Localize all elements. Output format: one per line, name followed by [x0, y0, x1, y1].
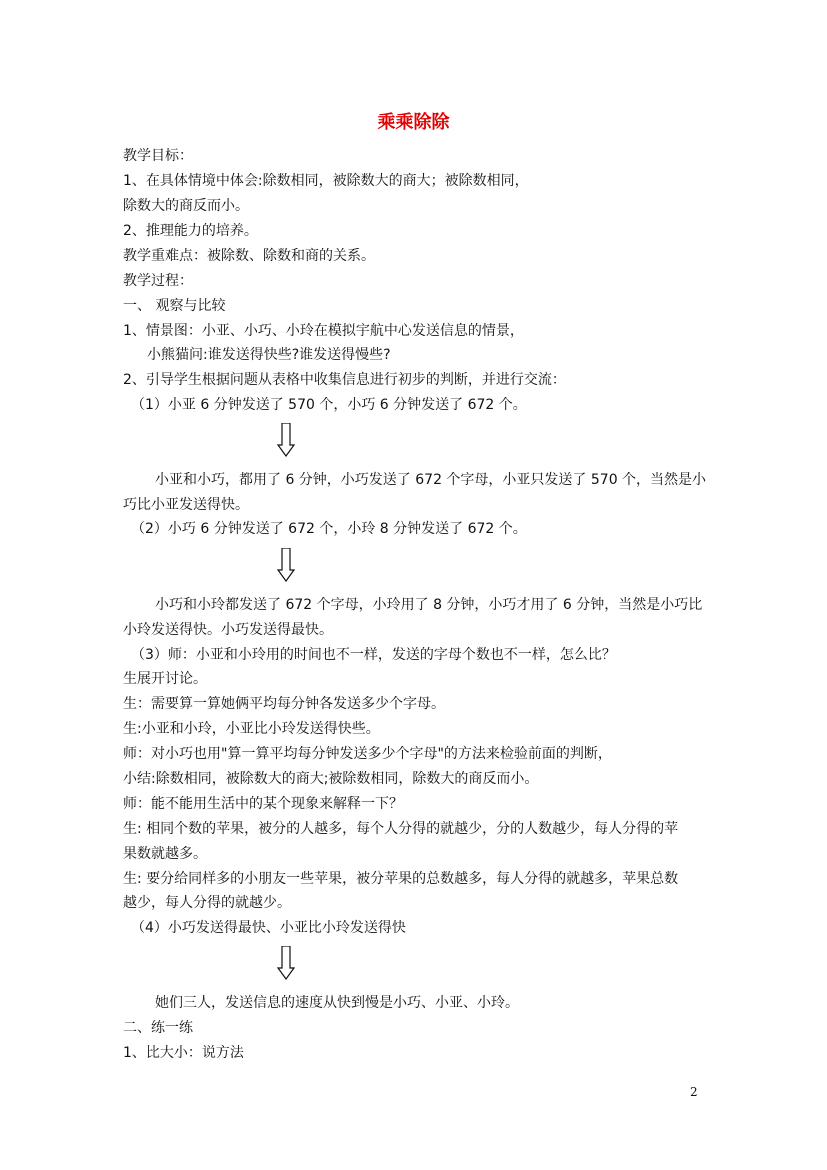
student-example-2-line-1: 生: 要分给同样多的小朋友一些苹果，被分苹果的总数越多，每人分得的就越多，苹果总数 — [123, 871, 679, 887]
summary: 小结:除数相同，被除数大的商大;被除数相同，除数大的商反而小。 — [123, 771, 539, 787]
goal-1-line-2: 除数大的商反而小。 — [123, 198, 249, 214]
case-1-explanation-line-1: 小亚和小巧，都用了 6 分钟，小巧发送了 672 个字母，小亚只发送了 570 个，当然是小 — [155, 472, 707, 488]
teaching-goals-heading: 教学目标： — [123, 148, 193, 164]
student-answer-2: 生:小亚和小玲，小亚比小玲发送得快些。 — [123, 721, 380, 737]
section-1-heading: 一、 观察与比较 — [123, 298, 226, 314]
exercise-1: 1、比大小：说方法 — [123, 1045, 244, 1061]
student-discussion: 生展开讨论。 — [123, 671, 207, 687]
goal-1-line-1: 1、在具体情境中体会:除数相同，被除数大的商大；被除数相同， — [123, 173, 529, 189]
down-arrow-icon — [277, 548, 295, 582]
step-2-guide: 2、引导学生根据问题从表格中收集信息进行初步的判断，并进行交流： — [123, 372, 566, 388]
document-title: 乘乘除除 — [377, 112, 450, 133]
teacher-check: 师：对小巧也用"算一算平均每分钟发送多少个字母"的方法来检验前面的判断， — [123, 746, 612, 762]
speed-ranking: 她们三人，发送信息的速度从快到慢是小巧、小亚、小玲。 — [155, 995, 519, 1011]
down-arrow-icon — [277, 423, 295, 457]
key-difficulty: 教学重难点：被除数、除数和商的关系。 — [123, 248, 375, 264]
student-example-2-line-2: 越少，每人分得的就越少。 — [123, 895, 291, 911]
student-answer-1: 生：需要算一算她俩平均每分钟各发送多少个字母。 — [123, 696, 445, 712]
student-example-1-line-2: 果数就越多。 — [123, 846, 207, 862]
panda-question: 小熊猫问:谁发送得快些?谁发送得慢些? — [147, 347, 391, 363]
case-1-explanation-line-2: 巧比小亚发送得快。 — [123, 497, 249, 513]
process-heading: 教学过程： — [123, 273, 193, 289]
case-4-conclusion: （4）小巧发送得最快、小亚比小玲发送得快 — [131, 920, 406, 936]
teacher-question: 师：能不能用生活中的某个现象来解释一下？ — [123, 796, 403, 812]
case-1-data: （1）小亚 6 分钟发送了 570 个，小巧 6 分钟发送了 672 个。 — [131, 397, 527, 413]
case-2-data: （2）小巧 6 分钟发送了 672 个，小玲 8 分钟发送了 672 个。 — [131, 521, 527, 537]
goal-2: 2、推理能力的培养。 — [123, 223, 258, 239]
case-2-explanation-line-1: 小巧和小玲都发送了 672 个字母，小玲用了 8 分钟，小巧才用了 6 分钟，当然是小巧比 — [155, 597, 703, 613]
down-arrow-icon — [277, 946, 295, 980]
page-number: 2 — [690, 1085, 698, 1099]
case-2-explanation-line-2: 小玲发送得快。小巧发送得最快。 — [123, 622, 333, 638]
step-1-scene: 1、情景图：小亚、小巧、小玲在模拟宇航中心发送信息的情景， — [123, 323, 524, 339]
section-2-heading: 二、练一练 — [123, 1020, 193, 1036]
case-3-question: （3）师：小亚和小玲用的时间也不一样，发送的字母个数也不一样，怎么比？ — [131, 647, 616, 663]
student-example-1-line-1: 生: 相同个数的苹果，被分的人越多，每个人分得的就越少，分的人数越少，每人分得的苹 — [123, 821, 679, 837]
